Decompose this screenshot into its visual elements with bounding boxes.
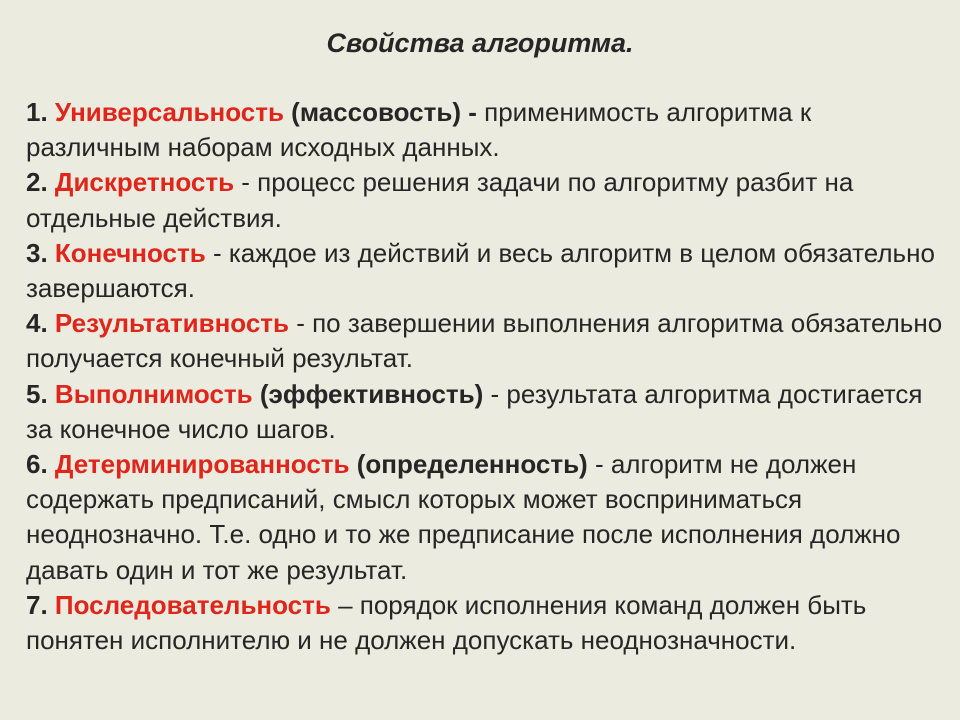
item-description: – порядок исполнения команд должен быть понятен исполнителю и не должен допускать неоднозначности.	[26, 589, 867, 656]
item-paren: (определенность)	[349, 449, 588, 480]
item-term: Дискретность	[54, 167, 235, 198]
item-description: - результата алгоритма достигается за конечное число шагов.	[26, 378, 923, 444]
item-description: применимость алгоритма к различным наборам исходных данных.	[26, 97, 812, 163]
list-item-discreteness	[26, 165, 950, 235]
item-term: Последовательность	[54, 589, 331, 620]
item-number: 6.	[26, 449, 48, 480]
list-item-effectiveness	[26, 306, 950, 376]
item-number: 2.	[26, 167, 48, 198]
item-term: Детерминированность	[54, 449, 350, 480]
item-term: Конечность	[54, 237, 206, 268]
slide-title: Свойства алгоритма.	[326, 28, 634, 58]
list-item-sequentiality	[26, 588, 950, 658]
list-item-finiteness	[26, 236, 950, 306]
item-paren: (эффективность)	[252, 378, 484, 409]
item-number: 1.	[26, 97, 48, 127]
item-description: - по завершении выполнения алгоритма обязательно получается конечный результат.	[26, 308, 943, 374]
item-term: Результативность	[54, 308, 289, 339]
item-number: 7.	[26, 589, 48, 620]
list-item-determinism	[26, 447, 950, 588]
item-number: 5.	[26, 378, 48, 409]
list-item-feasibility	[26, 377, 950, 447]
list-item-universality	[26, 95, 950, 165]
item-number: 4.	[26, 308, 48, 339]
item-description: - процесс решения задачи по алгоритму разбит на отдельные действия.	[26, 167, 854, 233]
item-term: Выполнимость	[54, 378, 253, 409]
item-number: 3.	[26, 237, 48, 268]
item-description: - каждое из действий и весь алгоритм в целом обязательно завершаются.	[26, 237, 935, 304]
item-paren: (массовость)	[283, 97, 461, 127]
item-separator: -	[461, 97, 477, 127]
item-description: - алгоритм не должен содержать предписаний, смысл которых может восприниматься неоднозначно. Т.е. одно и то же предписание после исполнения должно давать один и тот же результат.	[26, 449, 901, 585]
item-term: Универсальность	[54, 97, 284, 127]
properties-list	[26, 95, 950, 658]
